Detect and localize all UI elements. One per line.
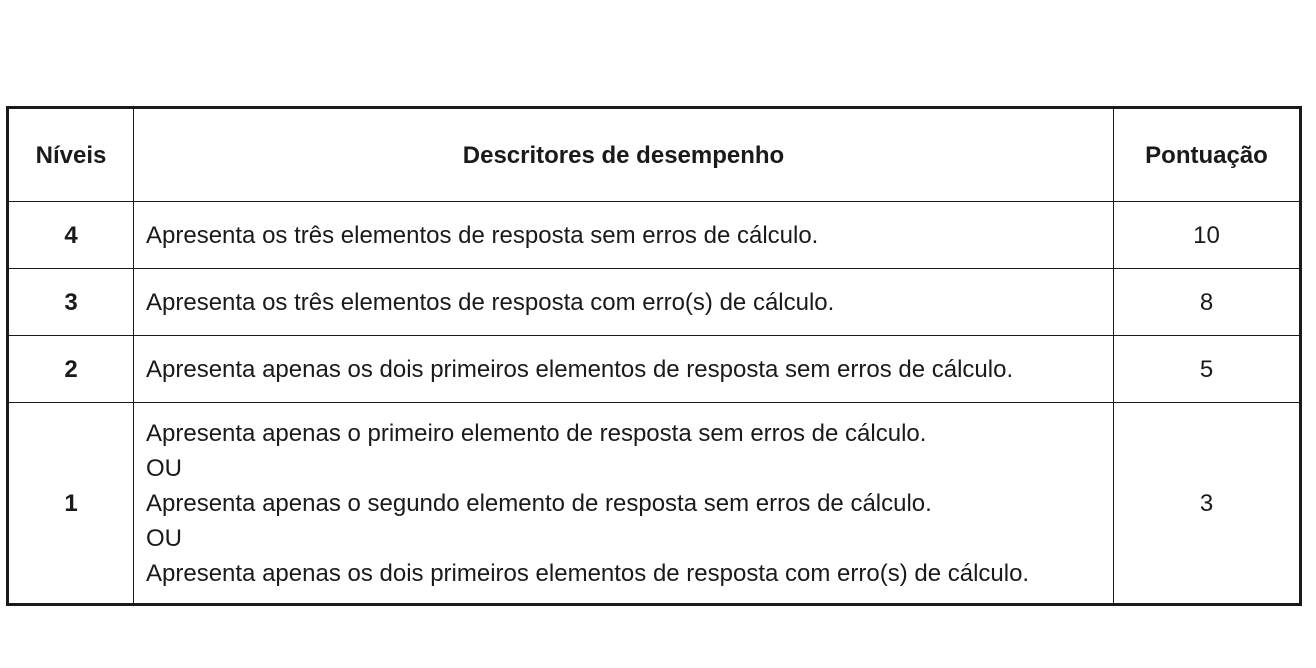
descriptor-line: Apresenta apenas os dois primeiros elementos de resposta sem erros de cálculo. [146, 355, 1014, 383]
table-row-level-2 [8, 336, 1301, 403]
level-cell: 4 [8, 202, 134, 269]
descriptor-line: Apresenta os três elementos de resposta sem erros de cálculo. [146, 221, 819, 249]
level-cell: 3 [8, 269, 134, 336]
score-cell: 5 [1114, 336, 1301, 403]
descriptor-or: OU [146, 454, 182, 482]
header-descriptors: Descritores de desempenho [134, 108, 1114, 202]
descriptor-or: OU [146, 524, 182, 552]
descriptor-cell [134, 269, 1114, 336]
header-row [8, 108, 1301, 202]
descriptor-cell [134, 403, 1114, 605]
table-row-level-1 [8, 403, 1301, 605]
score-cell: 8 [1114, 269, 1301, 336]
header-score: Pontuação [1114, 108, 1301, 202]
descriptor-line: Apresenta os três elementos de resposta com erro(s) de cálculo. [146, 288, 835, 316]
score-cell: 10 [1114, 202, 1301, 269]
score-cell: 3 [1114, 403, 1301, 605]
table-row-level-3 [8, 269, 1301, 336]
descriptor-cell [134, 202, 1114, 269]
table-row-level-4 [8, 202, 1301, 269]
header-levels: Níveis [8, 108, 134, 202]
level-cell: 1 [8, 403, 134, 605]
descriptor-line: Apresenta apenas o segundo elemento de resposta sem erros de cálculo. [146, 489, 932, 517]
scoring-rubric-table [6, 106, 1302, 606]
level-cell: 2 [8, 336, 134, 403]
descriptor-cell [134, 336, 1114, 403]
descriptor-line: Apresenta apenas os dois primeiros elementos de resposta com erro(s) de cálculo. [146, 559, 1030, 587]
descriptor-line: Apresenta apenas o primeiro elemento de resposta sem erros de cálculo. [146, 419, 927, 447]
